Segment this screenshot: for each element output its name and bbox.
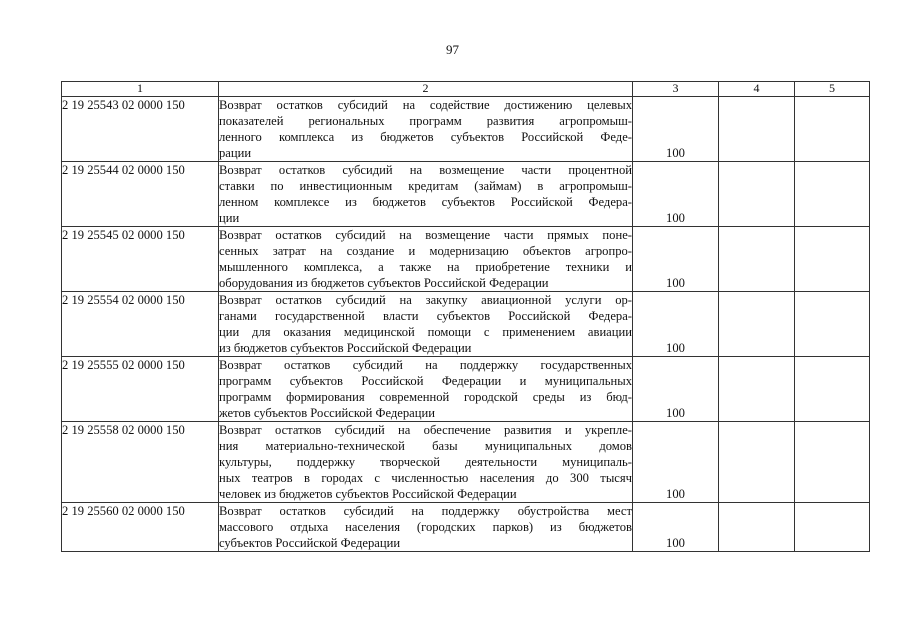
description-line: из бюджетов субъектов Российской Федерации — [219, 341, 472, 355]
empty-cell-col5 — [795, 292, 870, 357]
amount-value: 100 — [666, 341, 685, 355]
description-line: Возврат остатков субсидий на поддержку государственных — [219, 358, 632, 372]
description-line: ния материально-технической базы муниципальных домов — [219, 439, 632, 453]
empty-cell-col5 — [795, 162, 870, 227]
description-line: Возврат остатков субсидий на закупку авиационной услуги ор- — [219, 293, 632, 307]
empty-cell-col5 — [795, 422, 870, 503]
table-row — [62, 357, 870, 422]
description-line: Возврат остатков субсидий на обеспечение развития и укрепле- — [219, 423, 632, 437]
amount-value: 100 — [666, 276, 685, 290]
budget-code: 2 19 25545 02 0000 150 — [62, 227, 219, 292]
table-row — [62, 422, 870, 503]
budget-table — [61, 81, 870, 552]
value-cell — [633, 292, 719, 357]
column-header: 2 — [219, 82, 633, 97]
amount-value: 100 — [666, 406, 685, 420]
budget-code: 2 19 25543 02 0000 150 — [62, 97, 219, 162]
value-cell — [633, 162, 719, 227]
description-line: Возврат остатков субсидий на возмещение части прямых поне- — [219, 228, 632, 242]
value-cell — [633, 227, 719, 292]
table-row — [62, 227, 870, 292]
description-line: ных театров в городах с численностью населения до 300 тысяч — [219, 471, 632, 485]
table-row — [62, 292, 870, 357]
column-header: 3 — [633, 82, 719, 97]
description-line: ленного комплекса из бюджетов субъектов Российской Феде- — [219, 130, 632, 144]
description-cell — [219, 227, 633, 292]
description-cell — [219, 292, 633, 357]
description-line: культуры, поддержку творческой деятельности муниципаль- — [219, 455, 632, 469]
empty-cell-col5 — [795, 97, 870, 162]
amount-value: 100 — [666, 487, 685, 501]
description-line: Возврат остатков субсидий на поддержку обустройства мест — [219, 504, 632, 518]
description-cell — [219, 162, 633, 227]
empty-cell-col4 — [719, 97, 795, 162]
header-row — [62, 82, 870, 97]
description-cell — [219, 97, 633, 162]
description-line: жетов субъектов Российской Федерации — [219, 406, 435, 420]
description-line: сенных затрат на создание и модернизацию объектов агропро- — [219, 244, 632, 258]
description-line: показателей региональных программ развития агропромыш- — [219, 114, 632, 128]
description-line: оборудования из бюджетов субъектов Российской Федерации — [219, 276, 549, 290]
empty-cell-col5 — [795, 357, 870, 422]
budget-code: 2 19 25560 02 0000 150 — [62, 503, 219, 552]
budget-code: 2 19 25544 02 0000 150 — [62, 162, 219, 227]
description-line: субъектов Российской Федерации — [219, 536, 401, 550]
empty-cell-col4 — [719, 227, 795, 292]
description-line: ганами государственной власти субъектов Российской Федера- — [219, 309, 632, 323]
empty-cell-col5 — [795, 503, 870, 552]
value-cell — [633, 97, 719, 162]
table-row — [62, 162, 870, 227]
page-number: 97 — [446, 42, 459, 57]
column-header: 5 — [795, 82, 870, 97]
description-cell — [219, 503, 633, 552]
column-header: 4 — [719, 82, 795, 97]
description-line: ставки по инвестиционным кредитам (займам) в агропромыш- — [219, 179, 632, 193]
table-row — [62, 97, 870, 162]
description-line: человек из бюджетов субъектов Российской Федерации — [219, 487, 517, 501]
amount-value: 100 — [666, 211, 685, 225]
value-cell — [633, 422, 719, 503]
amount-value: 100 — [666, 536, 685, 550]
description-line: мышленного комплекса, а также на приобретение техники и — [219, 260, 632, 274]
budget-code: 2 19 25554 02 0000 150 — [62, 292, 219, 357]
description-line: массового отдыха населения (городских парков) из бюджетов — [219, 520, 632, 534]
description-cell — [219, 357, 633, 422]
budget-code: 2 19 25558 02 0000 150 — [62, 422, 219, 503]
value-cell — [633, 503, 719, 552]
description-line: рации — [219, 146, 252, 160]
description-line: программ формирования современной городской среды из бюд- — [219, 390, 632, 404]
empty-cell-col4 — [719, 422, 795, 503]
description-cell — [219, 422, 633, 503]
column-header: 1 — [62, 82, 219, 97]
empty-cell-col5 — [795, 227, 870, 292]
description-line: Возврат остатков субсидий на возмещение части процентной — [219, 163, 632, 177]
budget-code: 2 19 25555 02 0000 150 — [62, 357, 219, 422]
description-line: программ субъектов Российской Федерации и муниципальных — [219, 374, 632, 388]
description-line: ции для оказания медицинской помощи с применением авиации — [219, 325, 632, 339]
empty-cell-col4 — [719, 292, 795, 357]
empty-cell-col4 — [719, 503, 795, 552]
empty-cell-col4 — [719, 357, 795, 422]
table-body — [62, 97, 870, 552]
amount-value: 100 — [666, 146, 685, 160]
description-line: ции — [219, 211, 240, 225]
description-line: ленном комплексе из бюджетов субъектов Российской Федера- — [219, 195, 632, 209]
empty-cell-col4 — [719, 162, 795, 227]
table-row — [62, 503, 870, 552]
value-cell — [633, 357, 719, 422]
description-line: Возврат остатков субсидий на содействие достижению целевых — [219, 98, 632, 112]
